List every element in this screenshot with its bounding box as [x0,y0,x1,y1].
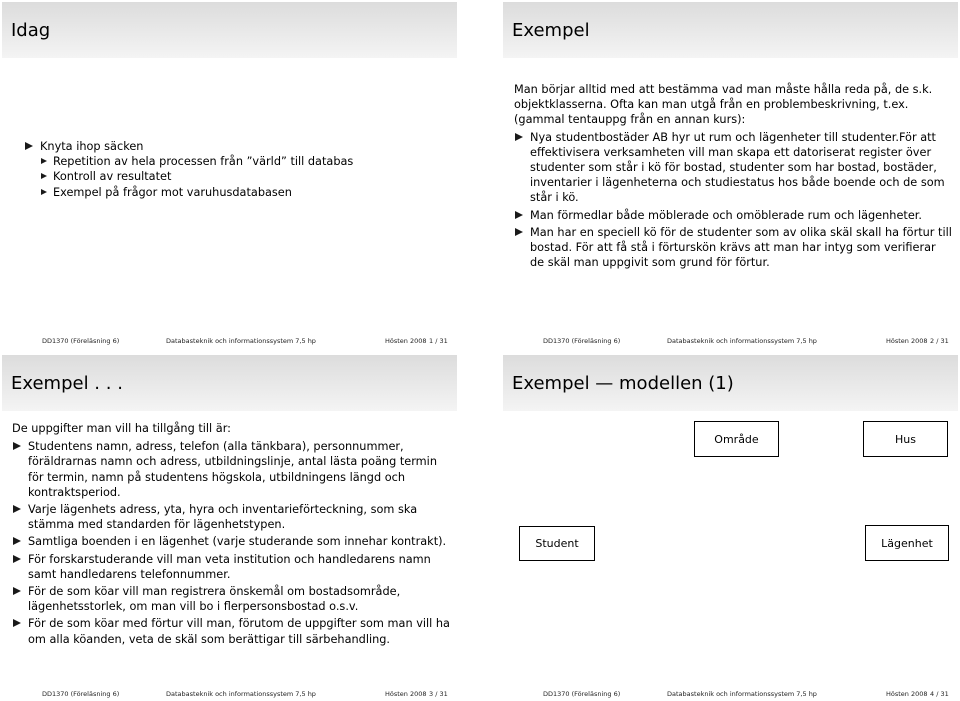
list-item [24,139,449,200]
footer-term: Hösten 2008 [385,337,427,345]
footer-course: DD1370 (Föreläsning 6) [543,337,621,345]
footer-course: DD1370 (Föreläsning 6) [42,337,120,345]
footer-page-number: 2 / 31 [930,337,949,345]
slide-2 [503,2,958,348]
slide-title: Idag [11,20,51,41]
list-item: Varje lägenhets adress, yta, hyra och inventarieförteckning, som ska stämma med standarden för lägenhetstypen. [12,502,450,532]
list-item: För de som köar med förtur vill man, förutom de uppgifter som man vill ha om alla köanden, veta de skäl som berättigar till särbehandling. [12,616,450,646]
entity-student: Student [519,526,595,561]
footer-course: DD1370 (Föreläsning 6) [42,690,120,698]
list-item: Nya studentbostäder AB hyr ut rum och lägenheter till studenter.För att effektivisera verksamheten vill man skapa ett datoriserat register över studenter som står i kö för bostad, studenter som har bostad, bostäder, inventarier i lägenheterna och studiestatus hos både boende och de som står i kö. [514,130,952,206]
slide-footer [2,687,457,701]
list-item: För forskarstuderande vill man veta institution och handledarens namn samt handledarens telefonnummer. [12,552,450,582]
list-item: Samtliga boenden i en lägenhet (varje studerande som innehar kontrakt). [12,534,450,549]
footer-page-number: 4 / 31 [930,690,949,698]
footer-page-number: 3 / 31 [429,690,448,698]
footer-term: Hösten 2008 [385,690,427,698]
intro-text: Man börjar alltid med att bestämma vad man måste hålla reda på, de s.k. objektklasserna. Ofta kan man utgå från en problembeskrivning, t.ex. (gammal tentauppg från en annan kurs): [514,83,933,127]
footer-course-name: Databasteknik och informationssystem 7,5 hp [667,690,817,698]
entity-lagenhet: Lägenhet [865,525,949,561]
entity-omrade: Område [694,421,779,457]
slide-title-bar [503,355,958,411]
bullet-list [12,439,450,647]
slide-footer [503,687,958,701]
slide-title-bar [2,2,457,58]
slide-1 [2,2,457,348]
footer-course-name: Databasteknik och informationssystem 7,5 hp [667,337,817,345]
list-item: Man förmedlar både möblerade och omöblerade rum och lägenheter. [514,208,952,223]
footer-page-number: 1 / 31 [429,337,448,345]
list-item: Studentens namn, adress, telefon (alla tänkbara), personnummer, föräldrarnas namn och adress, utbildningslinje, antal lästa poäng termin för termin, namn på studentens högskola, utbildningens längd och kontraktsperiod. [12,439,450,500]
slide-title: Exempel [512,20,590,41]
list-item: Man har en speciell kö för de studenter som av olika skäl skall ha förtur till bostad. För att få stå i förturskön krävs att man har intyg som verifierar de skäl man uppgivit som grund för förtur. [514,225,952,271]
list-item: För de som köar vill man registrera önskemål om bostadsområde, lägenhetsstorlek, om man vill bo i flerpersonsbostad o.s.v. [12,584,450,614]
slide-title: Exempel . . . [11,373,123,394]
list-item-text: Knyta ihop säcken [40,140,144,153]
sub-list-item: Repetition av hela processen från ”värld” till databas [40,154,449,169]
footer-course-name: Databasteknik och informationssystem 7,5 hp [166,337,316,345]
bullet-list [514,130,952,271]
slide-footer [503,334,958,348]
slide-body [514,82,952,270]
slide-body [24,139,449,200]
slide-body [12,421,450,647]
slide-footer [2,334,457,348]
slide-3 [2,355,457,701]
footer-course: DD1370 (Föreläsning 6) [543,690,621,698]
bullet-list [24,139,449,200]
slide-4 [503,355,958,701]
footer-term: Hösten 2008 [886,337,928,345]
sub-list-item: Kontroll av resultatet [40,169,449,184]
slide-title-bar [2,355,457,411]
intro-text: De uppgifter man vill ha tillgång till är: [12,422,231,435]
sub-list [40,154,449,200]
slide-title: Exempel — modellen (1) [512,373,734,394]
entity-hus: Hus [863,421,948,457]
footer-course-name: Databasteknik och informationssystem 7,5 hp [166,690,316,698]
footer-term: Hösten 2008 [886,690,928,698]
sub-list-item: Exempel på frågor mot varuhusdatabasen [40,185,449,200]
slide-title-bar [503,2,958,58]
